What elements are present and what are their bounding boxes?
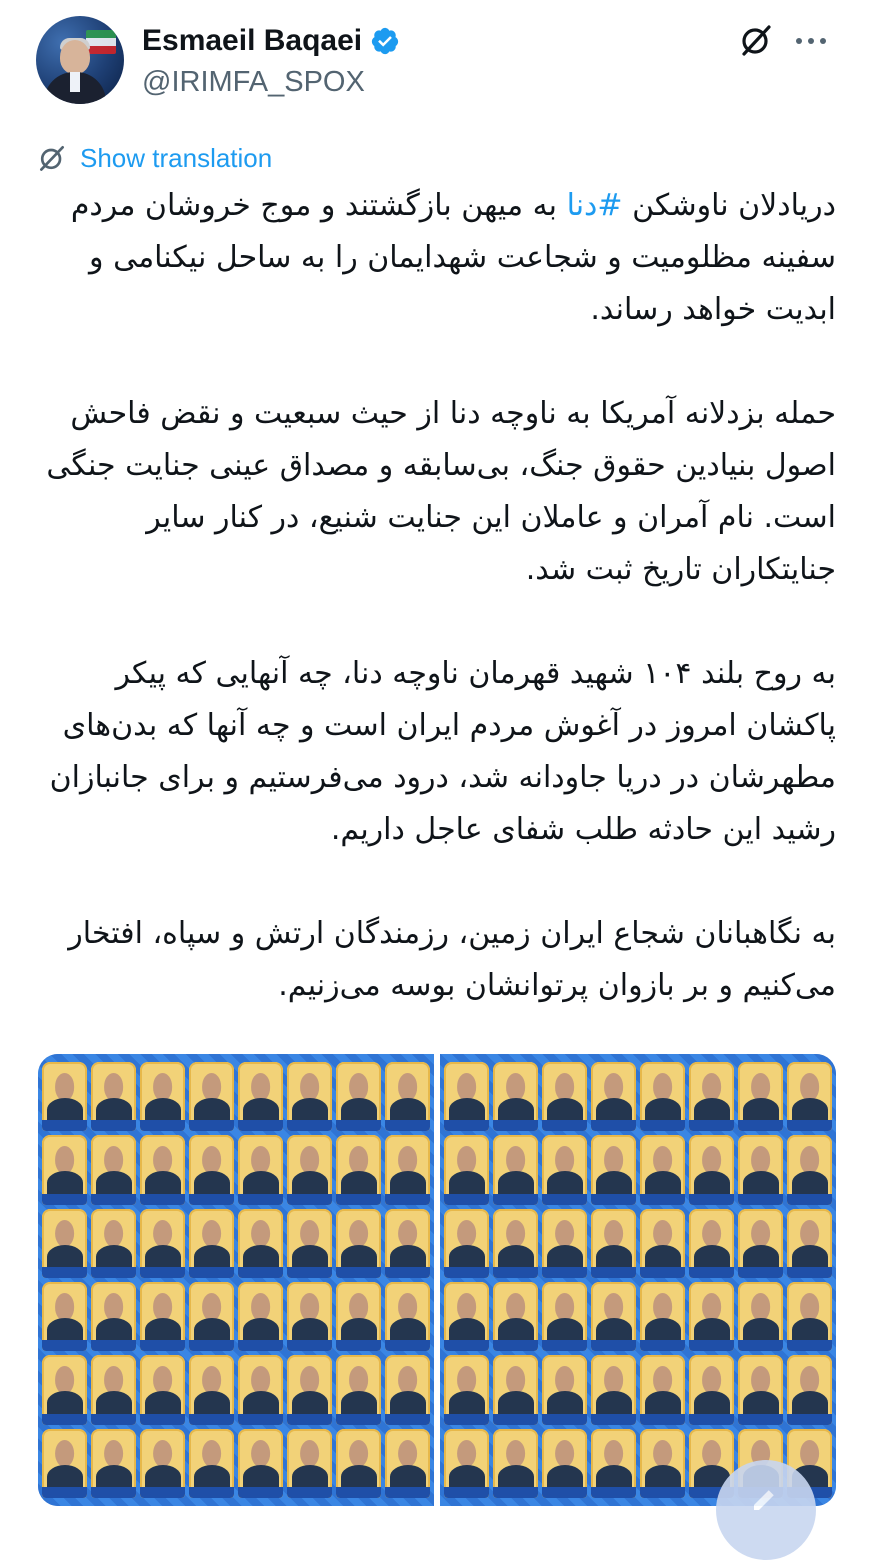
- portrait-card: [140, 1135, 185, 1204]
- compose-button[interactable]: [716, 1460, 816, 1560]
- portrait-card: [542, 1135, 587, 1204]
- show-translation-link[interactable]: [36, 142, 272, 174]
- author-name-row[interactable]: [142, 22, 400, 60]
- portrait-card: [591, 1209, 636, 1278]
- portrait-card: [42, 1209, 87, 1278]
- more-options-icon[interactable]: [796, 38, 826, 44]
- portrait-card: [640, 1135, 685, 1204]
- tweet-media-image[interactable]: [38, 1054, 836, 1506]
- portrait-card: [493, 1355, 538, 1424]
- portrait-card: [91, 1282, 136, 1351]
- portrait-card: [493, 1429, 538, 1498]
- portrait-card: [738, 1355, 783, 1424]
- portrait-card: [444, 1135, 489, 1204]
- grok-icon[interactable]: [738, 22, 774, 58]
- portrait-card: [91, 1209, 136, 1278]
- portrait-card: [42, 1429, 87, 1498]
- portrait-card: [42, 1062, 87, 1131]
- portrait-card: [640, 1429, 685, 1498]
- portrait-card: [189, 1429, 234, 1498]
- portrait-card: [689, 1282, 734, 1351]
- portrait-card: [385, 1355, 430, 1424]
- portrait-card: [640, 1282, 685, 1351]
- portrait-card: [287, 1282, 332, 1351]
- portrait-card: [493, 1135, 538, 1204]
- portrait-card: [140, 1429, 185, 1498]
- media-image-left[interactable]: [38, 1054, 434, 1506]
- portrait-card: [336, 1355, 381, 1424]
- portrait-card: [493, 1062, 538, 1131]
- portrait-card: [140, 1282, 185, 1351]
- portrait-card: [287, 1429, 332, 1498]
- tweet-text: [30, 180, 836, 1012]
- portrait-card: [493, 1282, 538, 1351]
- portrait-card: [385, 1135, 430, 1204]
- portrait-card: [591, 1355, 636, 1424]
- portrait-card: [238, 1429, 283, 1498]
- portrait-card: [542, 1429, 587, 1498]
- portrait-card: [689, 1355, 734, 1424]
- portrait-card: [287, 1062, 332, 1131]
- portrait-card: [336, 1209, 381, 1278]
- grok-translate-icon: [36, 142, 68, 174]
- portrait-card: [444, 1355, 489, 1424]
- portrait-card: [238, 1135, 283, 1204]
- portrait-card: [640, 1209, 685, 1278]
- portrait-card: [385, 1062, 430, 1131]
- portrait-card: [91, 1135, 136, 1204]
- author-name[interactable]: Esmaeil Baqaei: [142, 24, 363, 57]
- portrait-card: [189, 1282, 234, 1351]
- portrait-card: [591, 1282, 636, 1351]
- portrait-card: [689, 1135, 734, 1204]
- portrait-card: [287, 1355, 332, 1424]
- portrait-card: [42, 1355, 87, 1424]
- portrait-card: [542, 1282, 587, 1351]
- portrait-card: [444, 1062, 489, 1131]
- portrait-card: [238, 1062, 283, 1131]
- portrait-card: [91, 1062, 136, 1131]
- portrait-card: [336, 1062, 381, 1131]
- portrait-card: [542, 1209, 587, 1278]
- portrait-card: [591, 1429, 636, 1498]
- portrait-card: [542, 1355, 587, 1424]
- portrait-card: [42, 1282, 87, 1351]
- hashtag-link[interactable]: #دنا: [566, 188, 623, 223]
- portrait-card: [189, 1135, 234, 1204]
- compose-icon: [750, 1482, 782, 1514]
- portrait-card: [542, 1062, 587, 1131]
- portrait-card: [385, 1429, 430, 1498]
- portrait-card: [738, 1135, 783, 1204]
- portrait-card: [238, 1355, 283, 1424]
- portrait-card: [689, 1062, 734, 1131]
- show-translation-label[interactable]: Show translation: [80, 142, 273, 173]
- portrait-card: [140, 1062, 185, 1131]
- portrait-card: [140, 1209, 185, 1278]
- media-image-right[interactable]: [440, 1054, 836, 1506]
- portrait-card: [42, 1135, 87, 1204]
- portrait-card: [787, 1209, 832, 1278]
- portrait-card: [444, 1282, 489, 1351]
- author-avatar[interactable]: [36, 16, 124, 104]
- portrait-card: [787, 1355, 832, 1424]
- portrait-card: [591, 1062, 636, 1131]
- portrait-card: [336, 1282, 381, 1351]
- portrait-card: [738, 1209, 783, 1278]
- portrait-card: [738, 1062, 783, 1131]
- portrait-card: [287, 1135, 332, 1204]
- portrait-card: [787, 1135, 832, 1204]
- portrait-card: [336, 1429, 381, 1498]
- portrait-card: [140, 1355, 185, 1424]
- portrait-card: [787, 1062, 832, 1131]
- portrait-card: [493, 1209, 538, 1278]
- portrait-card: [444, 1429, 489, 1498]
- tweet-paragraph-2: حمله بزدلانه آمریکا به ناوچه دنا از حیث سبعیت و نقض فاحش اصول بنیادین حقوق جنگ، بی‌سابقه و مصداق عینی جنایت جنگی است. نام آمران و عاملان این جنایت شنیع، در کنار سایر جنایتکاران تاریخ ثبت شد.: [46, 396, 836, 587]
- portrait-card: [189, 1062, 234, 1131]
- portrait-card: [640, 1062, 685, 1131]
- portrait-card: [738, 1282, 783, 1351]
- portrait-card: [787, 1282, 832, 1351]
- portrait-card: [91, 1429, 136, 1498]
- portrait-card: [189, 1209, 234, 1278]
- portrait-card: [238, 1282, 283, 1351]
- portrait-card: [189, 1355, 234, 1424]
- portrait-card: [385, 1282, 430, 1351]
- verified-badge-icon: [370, 26, 400, 56]
- author-handle[interactable]: @IRIMFA_SPOX: [142, 66, 365, 98]
- portrait-card: [640, 1355, 685, 1424]
- portrait-card: [385, 1209, 430, 1278]
- flag-icon: [86, 30, 116, 54]
- portrait-card: [287, 1209, 332, 1278]
- tweet-paragraph-4: به نگاهبانان شجاع ایران زمین، رزمندگان ارتش و سپاه، افتخار می‌کنیم و بر بازوان پرتوانشان بوسه می‌زنیم.: [68, 916, 836, 1003]
- portrait-card: [591, 1135, 636, 1204]
- tweet-paragraph-3: به روح بلند ۱۰۴ شهید قهرمان ناوچه دنا، چه آنهایی که پیکر پاکشان امروز در آغوش مردم ایران است و چه آنها که بدن‌های مطهرشان در دریا جاودانه شد، درود می‌فرستیم و برای جانبازان رشید این حادثه طلب شفای عاجل داریم.: [49, 656, 836, 847]
- portrait-card: [91, 1355, 136, 1424]
- portrait-card: [444, 1209, 489, 1278]
- portrait-card: [689, 1209, 734, 1278]
- portrait-card: [336, 1135, 381, 1204]
- portrait-card: [238, 1209, 283, 1278]
- tweet-paragraph-1: دریادلان ناوشکن #دنا به میهن بازگشتند و موج خروشان مردم سفینه مظلومیت و شجاعت شهدایمان را به ساحل نیکنامی و ابدیت خواهد رساند.: [70, 188, 836, 327]
